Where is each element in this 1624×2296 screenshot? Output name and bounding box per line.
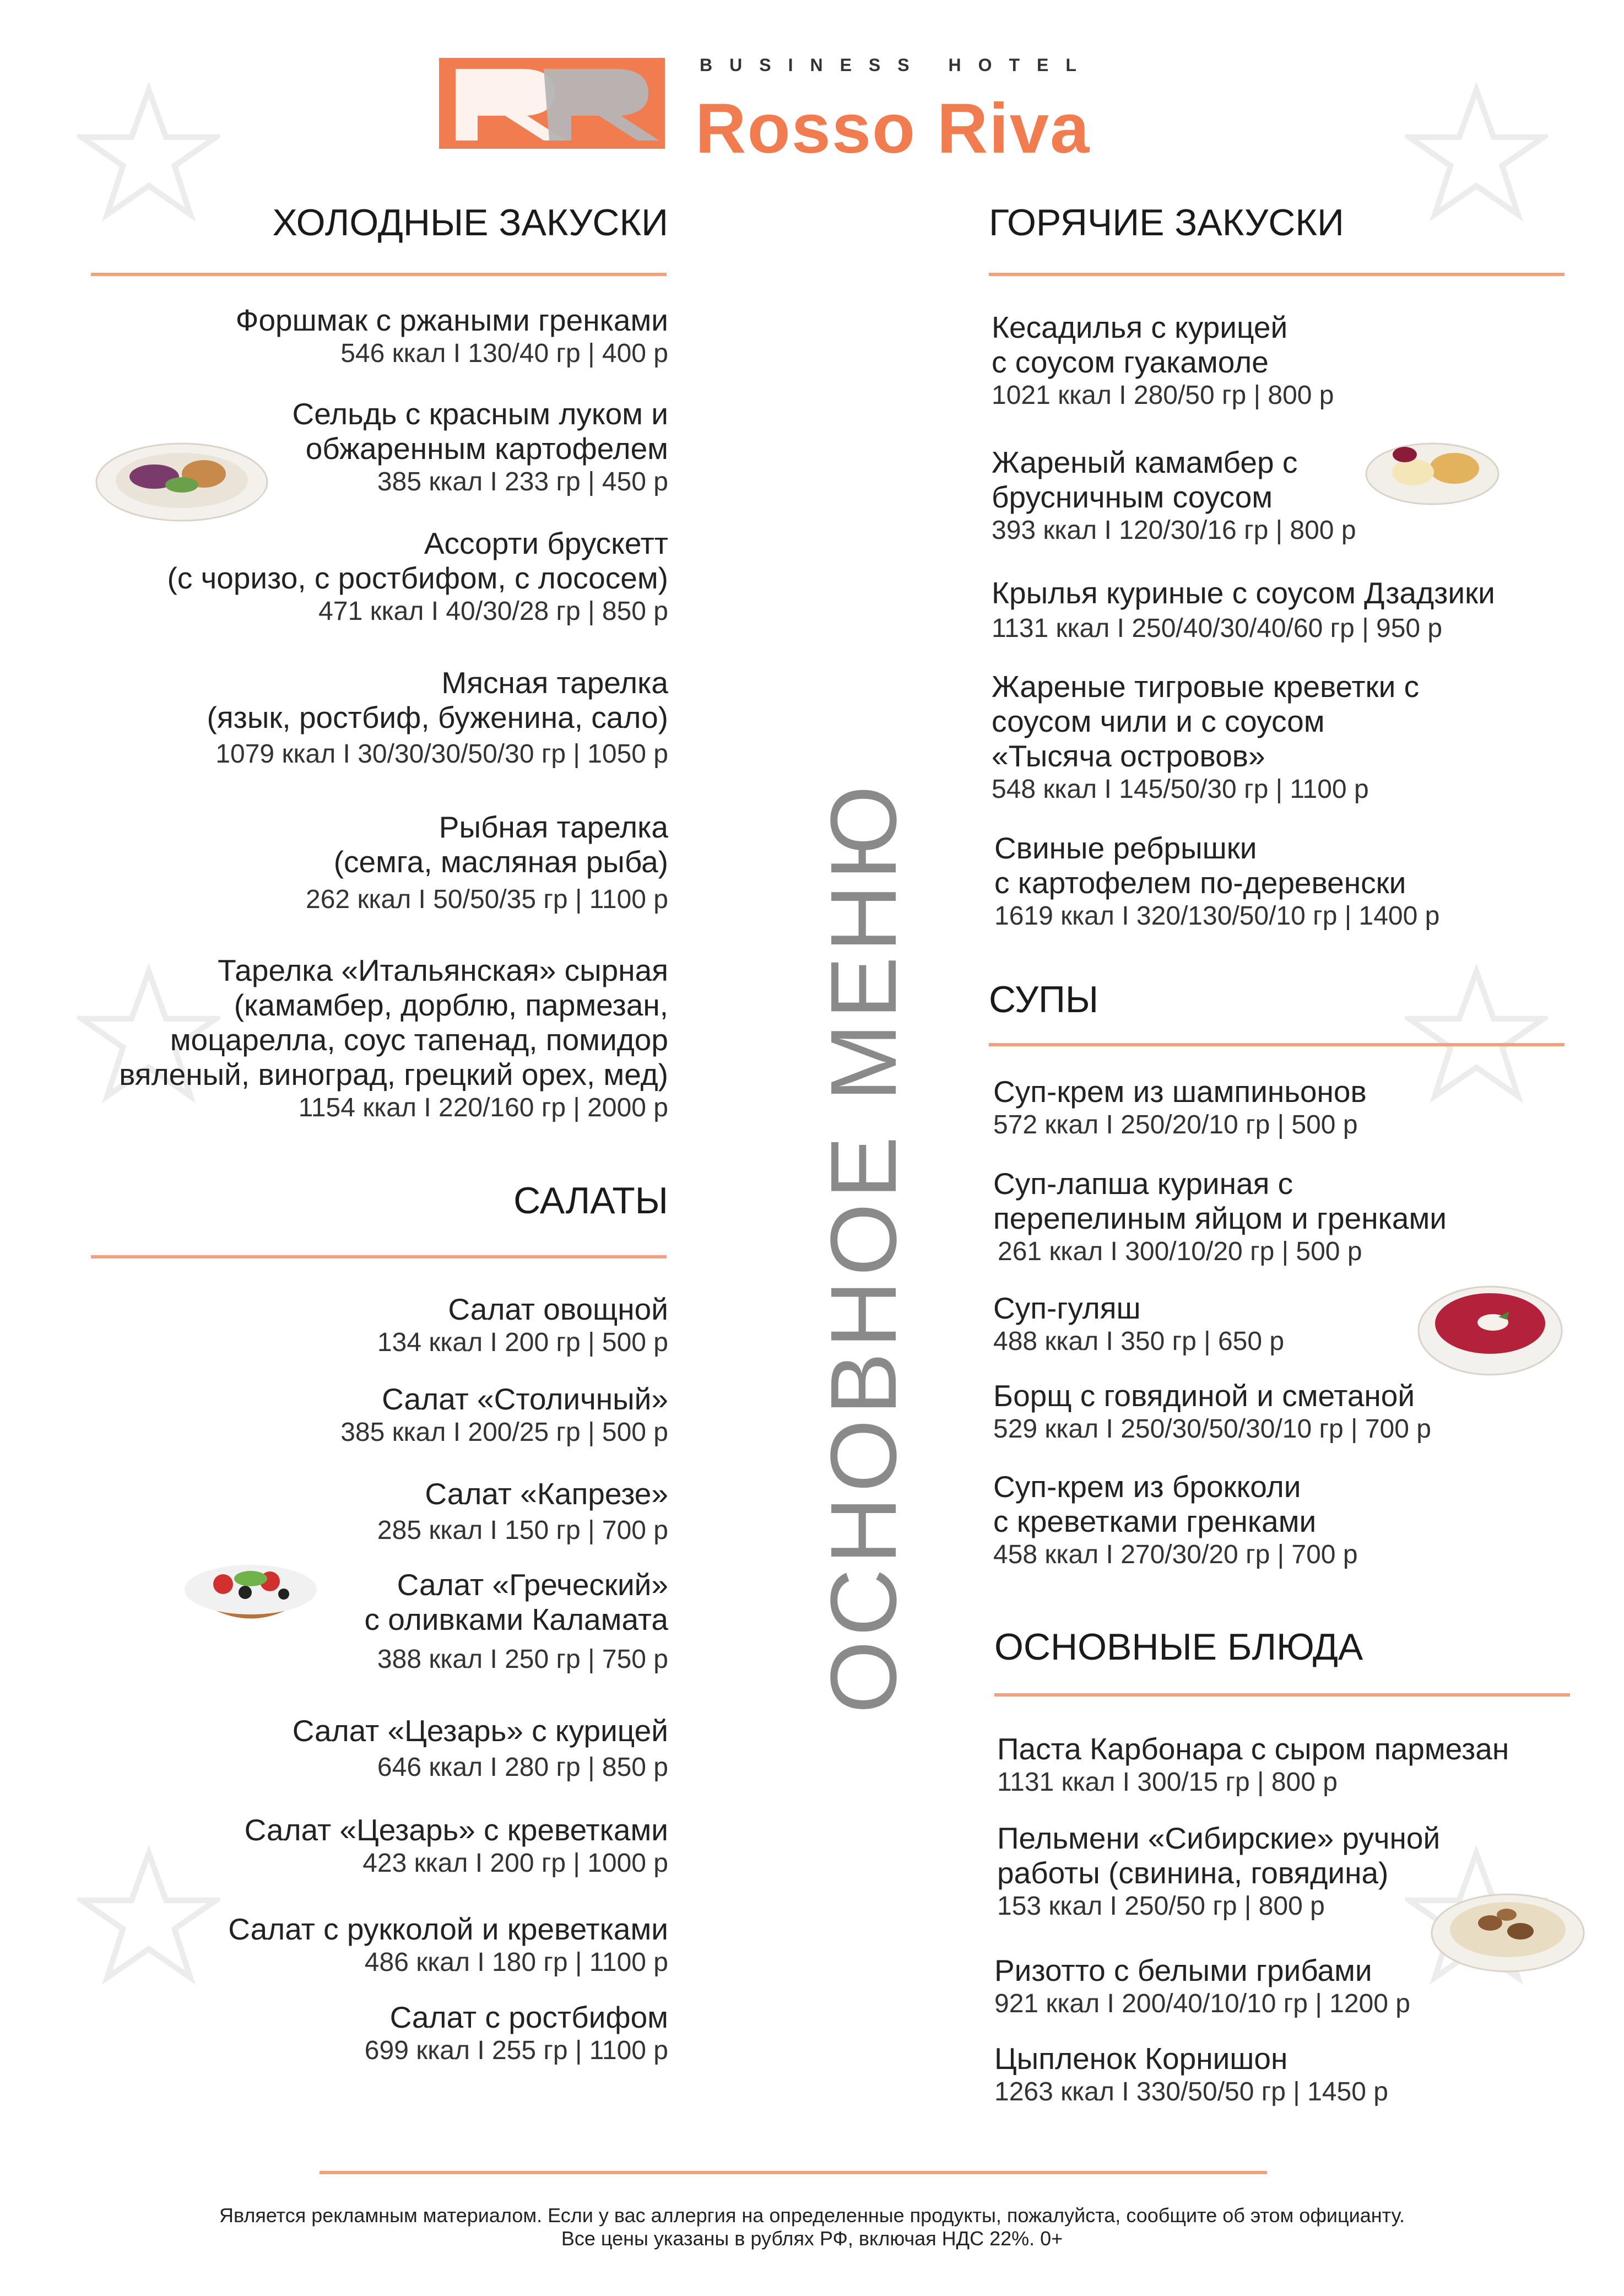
item-name-line: (с чоризо, с ростбифом, с лососем) — [167, 561, 668, 595]
menu-item — [992, 310, 1334, 412]
footer-rule — [320, 2171, 1267, 2174]
hotel-name: Rosso Riva — [695, 89, 1091, 168]
menu-item — [207, 666, 669, 770]
item-meta: 153 ккал I 250/50 гр | 800 р — [997, 1892, 1325, 1921]
risotto-plate-icon — [1430, 1884, 1587, 1975]
menu-item — [994, 1953, 1410, 2020]
camembert-plate-icon — [1363, 433, 1501, 507]
item-name-line: Суп-крем из брокколи — [993, 1470, 1301, 1504]
item-name-line: Салат «Столичный» — [382, 1382, 668, 1416]
footer-line: Все цены указаны в рублях РФ, включая НДС 22%. 0+ — [561, 2227, 1063, 2250]
item-meta: 488 ккал I 350 гр | 650 р — [993, 1327, 1285, 1356]
item-meta: 546 ккал I 130/40 гр | 400 р — [340, 339, 668, 368]
item-name-line: Цыпленок Корнишон — [994, 2041, 1288, 2076]
item-name-line: Ризотто с белыми грибами — [994, 1953, 1372, 1987]
item-meta: 1131 ккал I 300/15 гр | 800 р — [997, 1768, 1338, 1797]
menu-item — [293, 1714, 668, 1784]
menu-item — [997, 1732, 1509, 1798]
item-name-line: (камамбер, дорблю, пармезан, — [234, 988, 668, 1022]
item-name-line: брусничным соусом — [992, 480, 1273, 514]
item-name-line: Ассорти брускетт — [424, 526, 668, 560]
menu-item — [992, 445, 1356, 547]
menu-item — [364, 1568, 668, 1676]
item-meta: 471 ккал I 40/30/28 гр | 850 р — [318, 597, 668, 626]
item-meta: 486 ккал I 180 гр | 1100 р — [364, 1948, 668, 1977]
item-meta: 385 ккал I 233 гр | 450 р — [377, 467, 668, 496]
item-meta: 385 ккал I 200/25 гр | 500 р — [340, 1418, 668, 1447]
item-name-line: Салат овощной — [448, 1292, 668, 1326]
menu-item — [993, 1291, 1284, 1358]
menu-item — [340, 1382, 668, 1449]
item-name-line: Салат «Капрезе» — [425, 1477, 668, 1511]
item-name-line: Суп-лапша куриная с — [993, 1166, 1293, 1201]
item-name-line: Суп-крем из шампиньонов — [993, 1074, 1367, 1109]
item-meta: 458 ккал I 270/30/20 гр | 700 р — [993, 1540, 1358, 1569]
item-meta: 548 ккал I 145/50/30 гр | 1100 р — [992, 775, 1369, 804]
menu-item — [993, 1074, 1367, 1141]
section-rule — [994, 1693, 1570, 1697]
section-rule — [989, 273, 1565, 276]
menu-item — [993, 1379, 1431, 1445]
item-name-line: Салат «Цезарь» с креветками — [244, 1813, 668, 1847]
menu-item — [293, 397, 668, 498]
footer-disclaimer — [0, 2204, 1624, 2250]
item-meta: 423 ккал I 200 гр | 1000 р — [362, 1849, 668, 1878]
item-name-line: Жареные тигровые креветки с — [992, 669, 1420, 704]
item-name-line: «Тысяча островов» — [992, 739, 1265, 773]
item-meta: 261 ккал I 300/10/20 гр | 500 р — [998, 1237, 1362, 1266]
vertical-menu-label: ОСНОВНОЕ МЕНЮ — [811, 781, 916, 1714]
menu-item — [992, 576, 1495, 645]
item-name-line: с картофелем по-деревенски — [994, 866, 1406, 900]
item-name-line: (язык, ростбиф, буженина, сало) — [207, 700, 668, 734]
menu-item — [365, 2000, 668, 2067]
item-name-line: перепелиным яйцом и гренками — [993, 1201, 1447, 1235]
section-title-hot: ГОРЯЧИЕ ЗАКУСКИ — [989, 202, 1344, 244]
menu-item — [992, 669, 1419, 806]
item-meta: 1079 ккал I 30/30/30/50/30 гр | 1050 р — [215, 739, 668, 769]
item-meta: 134 ккал I 200 гр | 500 р — [377, 1328, 668, 1357]
item-name-line: Салат с рукколой и креветками — [228, 1912, 668, 1946]
item-name-line: Мясная тарелка — [441, 666, 668, 700]
footer-line: Является рекламным материалом. Если у вас аллергия на определенные продукты, пожалуйста, сообщите об этом официанту. — [219, 2204, 1405, 2227]
item-name-line: с соусом гуакамоле — [992, 345, 1269, 379]
section-title-soups: СУПЫ — [989, 979, 1099, 1020]
menu-item — [228, 1912, 668, 1979]
item-meta: 262 ккал I 50/50/35 гр | 1100 р — [306, 885, 668, 914]
menu-item — [377, 1477, 668, 1547]
item-meta: 529 ккал I 250/30/50/30/10 гр | 700 р — [993, 1414, 1431, 1444]
item-meta: 699 ккал I 255 гр | 1100 р — [364, 2036, 668, 2065]
item-name-line: работы (свинина, говядина) — [997, 1856, 1389, 1890]
item-name: Форшмак с ржаными гренками — [235, 303, 668, 337]
greek-salad-bowl-icon — [179, 1551, 322, 1642]
item-meta: 646 ккал I 280 гр | 850 р — [377, 1753, 668, 1782]
item-name-line: соусом чили и с соусом — [992, 704, 1325, 738]
herring-plate-icon — [94, 430, 270, 523]
section-title-salads: САЛАТЫ — [513, 1180, 668, 1222]
menu-item — [245, 1813, 668, 1879]
menu-item — [993, 1470, 1358, 1571]
item-name-line: Жареный камамбер с — [992, 445, 1298, 479]
item-name-line: Рыбная тарелка — [439, 810, 668, 844]
item-name-line: с оливками Каламата — [364, 1602, 668, 1636]
item-name-line: с креветками гренками — [993, 1504, 1317, 1538]
watermark-logo-icon — [1405, 964, 1548, 1108]
item-meta: 388 ккал I 250 гр | 750 р — [377, 1645, 668, 1674]
item-name-line: моцарелла, соус тапенад, помидор — [170, 1023, 668, 1057]
item-name-line: обжаренным картофелем — [305, 431, 668, 466]
section-rule — [91, 273, 667, 276]
hotel-tagline: BUSINESS HOTEL — [700, 55, 1094, 75]
item-meta: 1131 ккал I 250/40/30/40/60 гр | 950 р — [992, 614, 1443, 643]
item-name-line: Салат «Греческий» — [397, 1568, 668, 1602]
item-name-line: Борщ с говядиной и сметаной — [993, 1379, 1415, 1413]
watermark-logo-icon — [1405, 83, 1548, 226]
item-name-line: (семга, масляная рыба) — [333, 845, 668, 879]
section-rule — [989, 1043, 1565, 1046]
item-name-line: вяленый, виноград, грецкий орех, мед) — [119, 1057, 668, 1092]
menu-item — [993, 1166, 1447, 1268]
item-meta: 1154 ккал I 220/160 гр | 2000 р — [298, 1093, 668, 1122]
item-meta: 572 ккал I 250/20/10 гр | 500 р — [993, 1110, 1358, 1139]
item-name-line: Салат «Цезарь» с курицей — [292, 1714, 668, 1748]
item-name-line: Салат с ростбифом — [389, 2000, 668, 2034]
item-meta: 1021 ккал I 280/50 гр | 800 р — [992, 381, 1334, 410]
section-title-cold: ХОЛОДНЫЕ ЗАКУСКИ — [272, 202, 668, 244]
item-name-line: Суп-гуляш — [993, 1291, 1141, 1325]
menu-item — [377, 1292, 668, 1359]
menu-item — [236, 303, 668, 370]
section-title-mains: ОСНОВНЫЕ БЛЮДА — [994, 1626, 1363, 1668]
menu-item — [994, 2041, 1388, 2108]
item-name-line: Крылья куриные с соусом Дзадзики — [992, 576, 1495, 610]
item-name-line: Свиные ребрышки — [994, 831, 1257, 865]
watermark-logo-icon — [77, 83, 220, 226]
item-name-line: Тарелка «Итальянская» сырная — [218, 953, 668, 987]
item-name-line: Сельдь с красным луком и — [292, 397, 668, 431]
item-name-line: Пельмени «Сибирские» ручной — [997, 1821, 1441, 1855]
hotel-logo-icon — [439, 58, 665, 149]
menu-item — [997, 1821, 1440, 1922]
item-meta: 285 ккал I 150 гр | 700 р — [377, 1516, 668, 1545]
menu-item — [167, 526, 669, 628]
borscht-bowl-icon — [1416, 1278, 1565, 1380]
watermark-logo-icon — [77, 1846, 220, 1989]
item-meta: 921 ккал I 200/40/10/10 гр | 1200 р — [994, 1989, 1410, 2018]
item-name-line: Паста Карбонара с сыром пармезан — [997, 1732, 1509, 1766]
menu-item — [306, 810, 668, 916]
menu-item — [994, 831, 1439, 932]
item-meta: 1263 ккал I 330/50/50 гр | 1450 р — [994, 2077, 1388, 2106]
section-rule — [91, 1255, 667, 1258]
item-meta: 1619 ккал I 320/130/50/10 гр | 1400 р — [994, 901, 1440, 931]
item-name-line: Кесадилья с курицей — [992, 310, 1288, 344]
menu-item — [119, 953, 668, 1124]
item-meta: 393 ккал I 120/30/16 гр | 800 р — [992, 516, 1356, 545]
